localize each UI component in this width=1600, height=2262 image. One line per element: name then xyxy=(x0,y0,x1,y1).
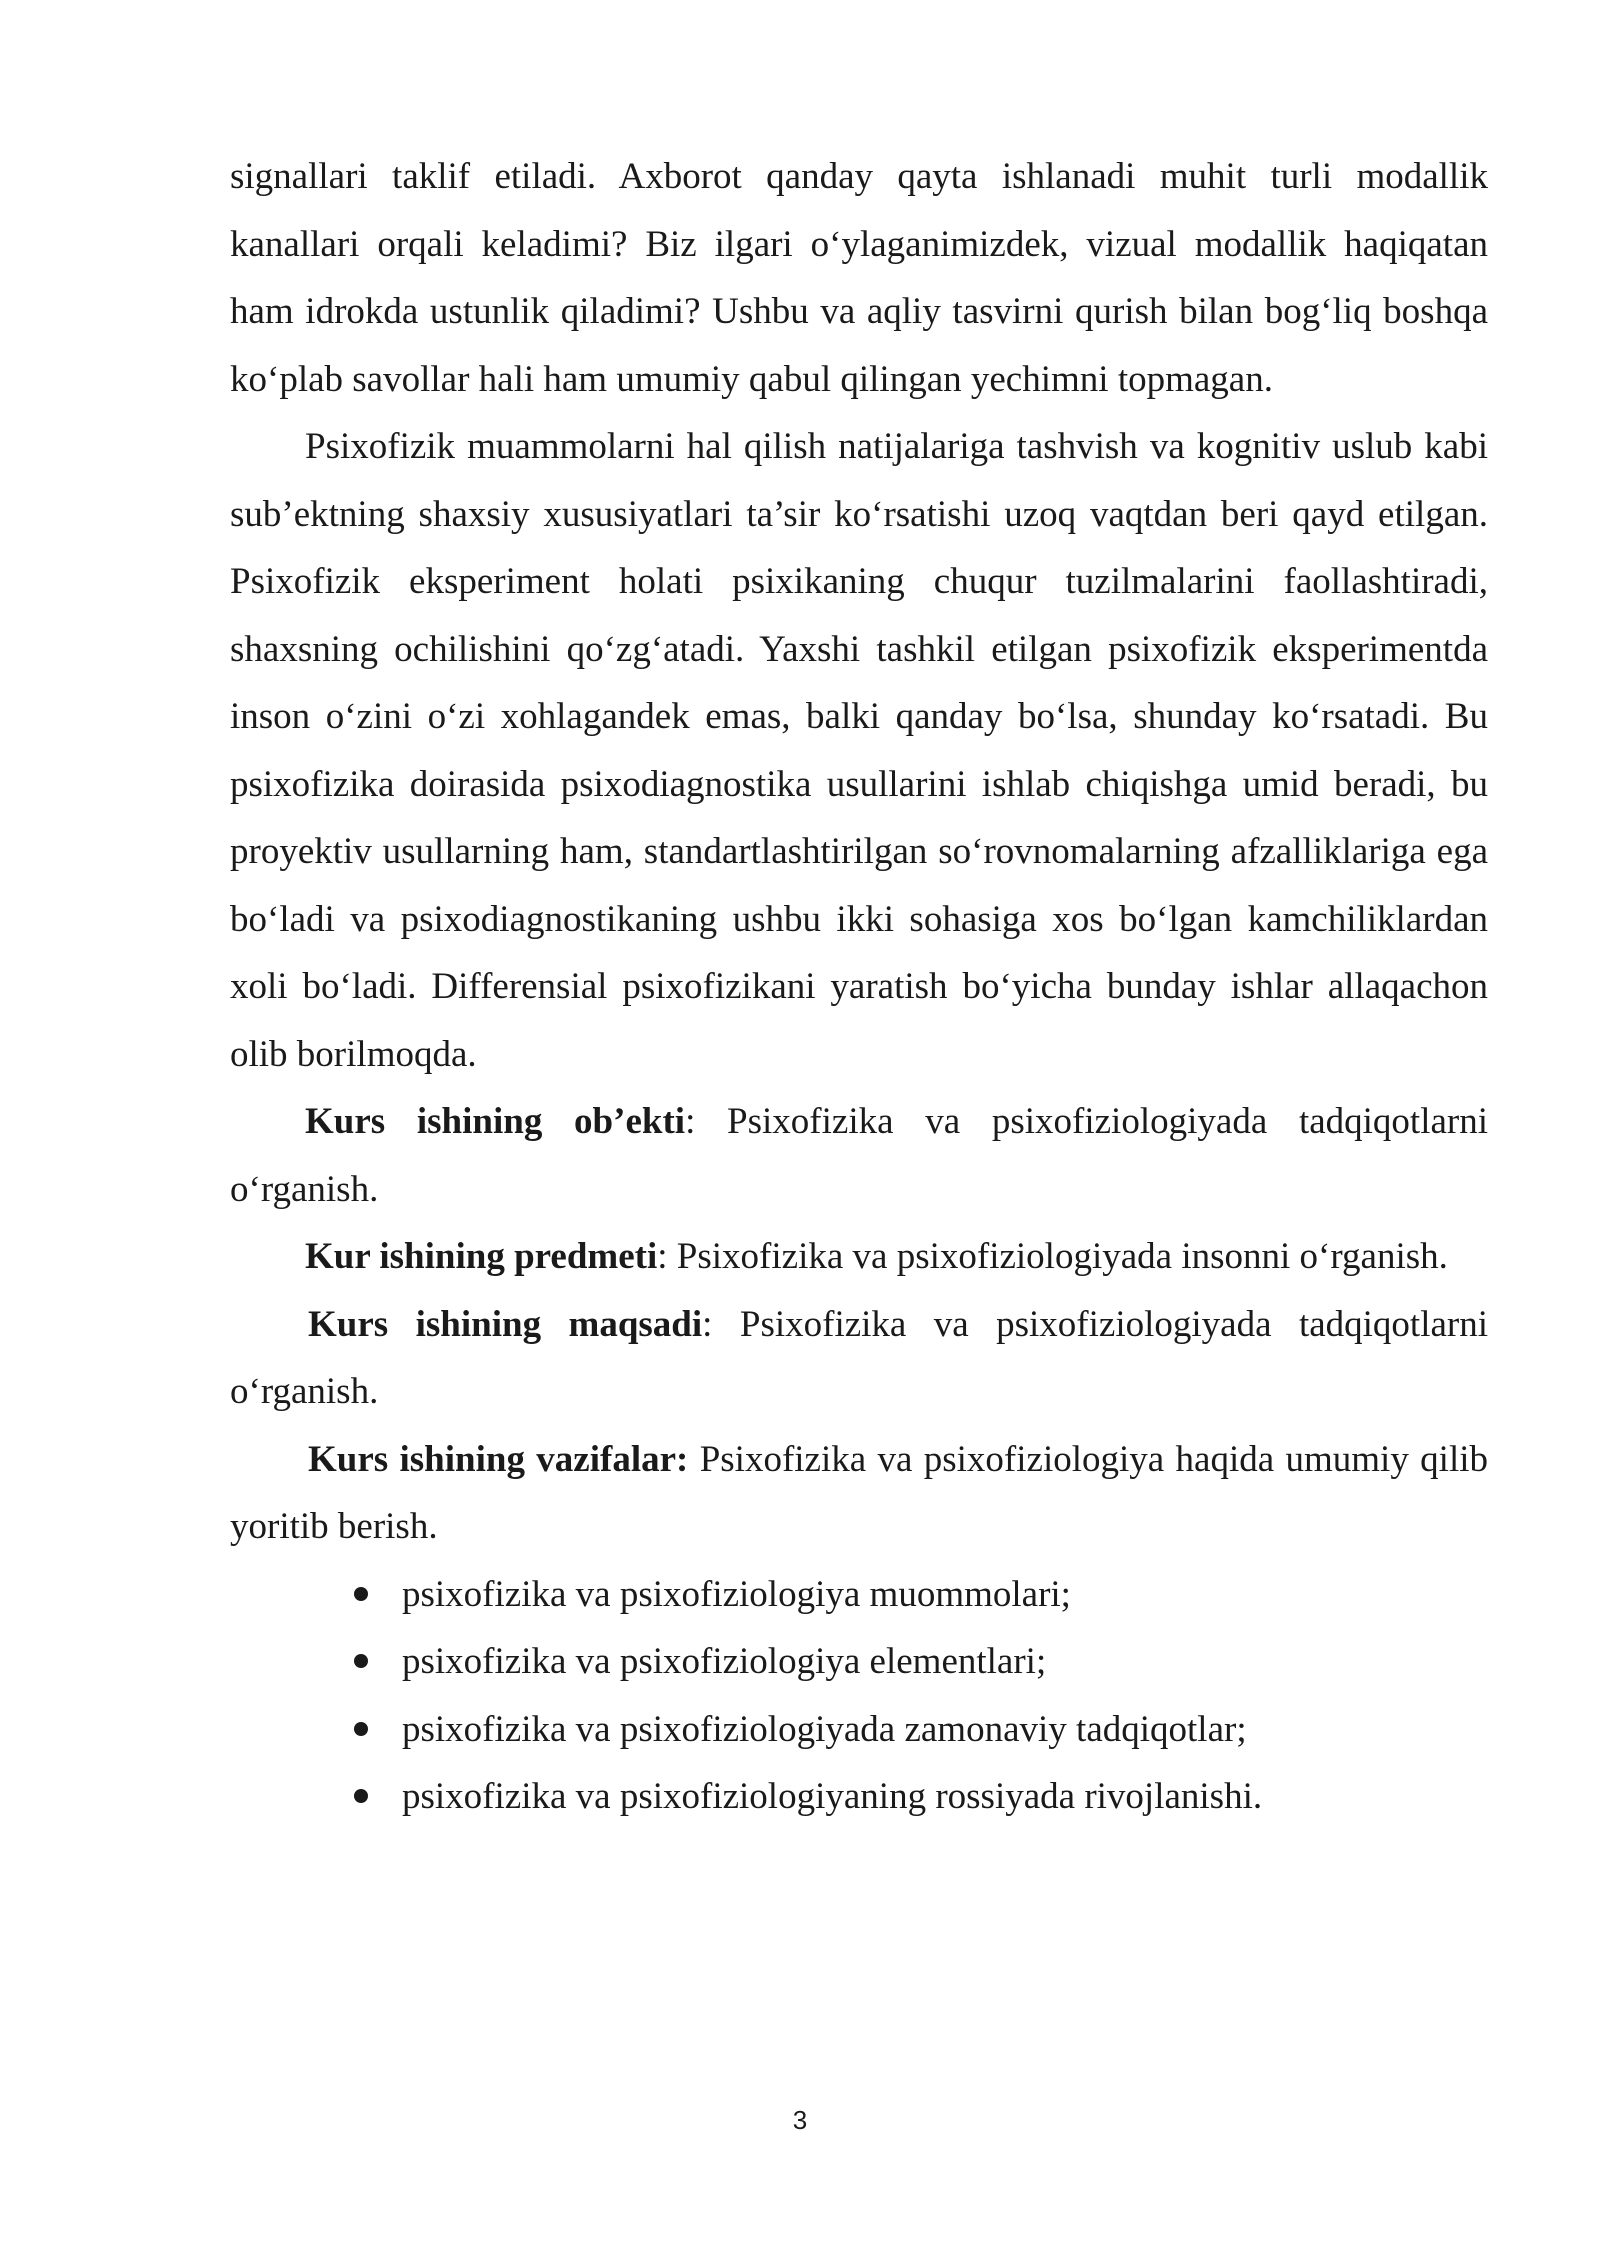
paragraph-psychophysics: Psixofizik muammolarni hal qilish natijalariga tashvish va kognitiv uslub kabi sub’ektning shaxsiy xususiyatlari ta’sir ko‘rsatishi uzoq vaqtdan beri qayd etilgan. Psixofizik eksperiment holati psixikaning chuqur tuzilmalarini faollashtiradi, shaxsning ochilishini qo‘zg‘atadi. Yaxshi tashkil etilgan psixofizik eksperimentda inson o‘zini o‘zi xohlagandek emas, balki qanday bo‘lsa, shunday ko‘rsatadi. Bu psixofizika doirasida psixodiagnostika usullarini ishlab chiqishga umid beradi, bu proyektiv usullarning ham, standartlashtirilgan so‘rovnomalarning afzalliklariga ega bo‘ladi va psixodiagnostikaning ushbu ikki sohasiga xos bo‘lgan kamchiliklardan xoli bo‘ladi. Differensial psixofizikani yaratish bo‘yicha bunday ishlar allaqachon olib borilmoqda. xyxy=(230,426,1488,1075)
bullet-icon xyxy=(354,1722,368,1736)
bullet-icon xyxy=(354,1789,368,1803)
section-object: Kurs ishining ob’ekti: Psixofizika va psixofiziologiyada tadqiqotlarni o‘rganish. xyxy=(230,1101,1489,1210)
list-item: psixofizika va psixofiziologiya elementlari; xyxy=(230,1628,1488,1696)
bullet-icon xyxy=(354,1587,368,1601)
document-page xyxy=(230,143,1488,1831)
section-goal-label: Kurs ishining maqsadi xyxy=(308,1303,703,1345)
task-list xyxy=(230,1561,1488,1831)
section-object-label: Kurs ishining ob’ekti xyxy=(305,1101,686,1142)
section-goal-text: Psixofizika va psixofiziologiyada tadqiqotlarni o‘rganish. xyxy=(230,1303,1489,1412)
section-subject: Kur ishining predmeti: Psixofizika va psixofiziologiyada insonni o‘rganish. xyxy=(305,1236,1448,1277)
section-object-text: Psixofizika va psixofiziologiyada tadqiqotlarni o‘rganish. xyxy=(230,1101,1489,1210)
section-subject-text: Psixofizika va psixofiziologiyada insonni o‘rganish. xyxy=(676,1236,1448,1277)
section-tasks xyxy=(230,1426,1488,1561)
list-item: psixofizika va psixofiziologiyaning rossiyada rivojlanishi. xyxy=(230,1763,1488,1831)
list-item: psixofizika va psixofiziologiya muommolari; xyxy=(230,1561,1488,1629)
page-number: 3 xyxy=(792,2105,808,2135)
section-tasks-text: Psixofizika va psixofiziologiya haqida umumiy qilib yoritib berish. xyxy=(230,1438,1488,1547)
section-goal: Kurs ishining maqsadi: Psixofizika va psixofiziologiyada tadqiqotlarni o‘rganish. xyxy=(230,1303,1489,1412)
section-subject-label: Kur ishining predmeti xyxy=(305,1236,658,1277)
bullet-icon xyxy=(354,1654,368,1668)
list-item: psixofizika va psixofiziologiyada zamonaviy tadqiqotlar; xyxy=(230,1696,1488,1764)
section-tasks-label: Kurs ishining vazifalar: xyxy=(308,1438,689,1480)
paragraph-continuation: signallari taklif etiladi. Axborot qanday qayta ishlanadi muhit turli modallik kanallari orqali keladimi? Biz ilgari o‘ylaganimizdek, vizual modallik haqiqatan ham idrokda ustunlik qiladimi? Ushbu va aqliy tasvirni qurish bilan bog‘liq boshqa ko‘plab savollar hali ham umumiy qabul qilingan yechimni topmagan. xyxy=(230,156,1488,400)
